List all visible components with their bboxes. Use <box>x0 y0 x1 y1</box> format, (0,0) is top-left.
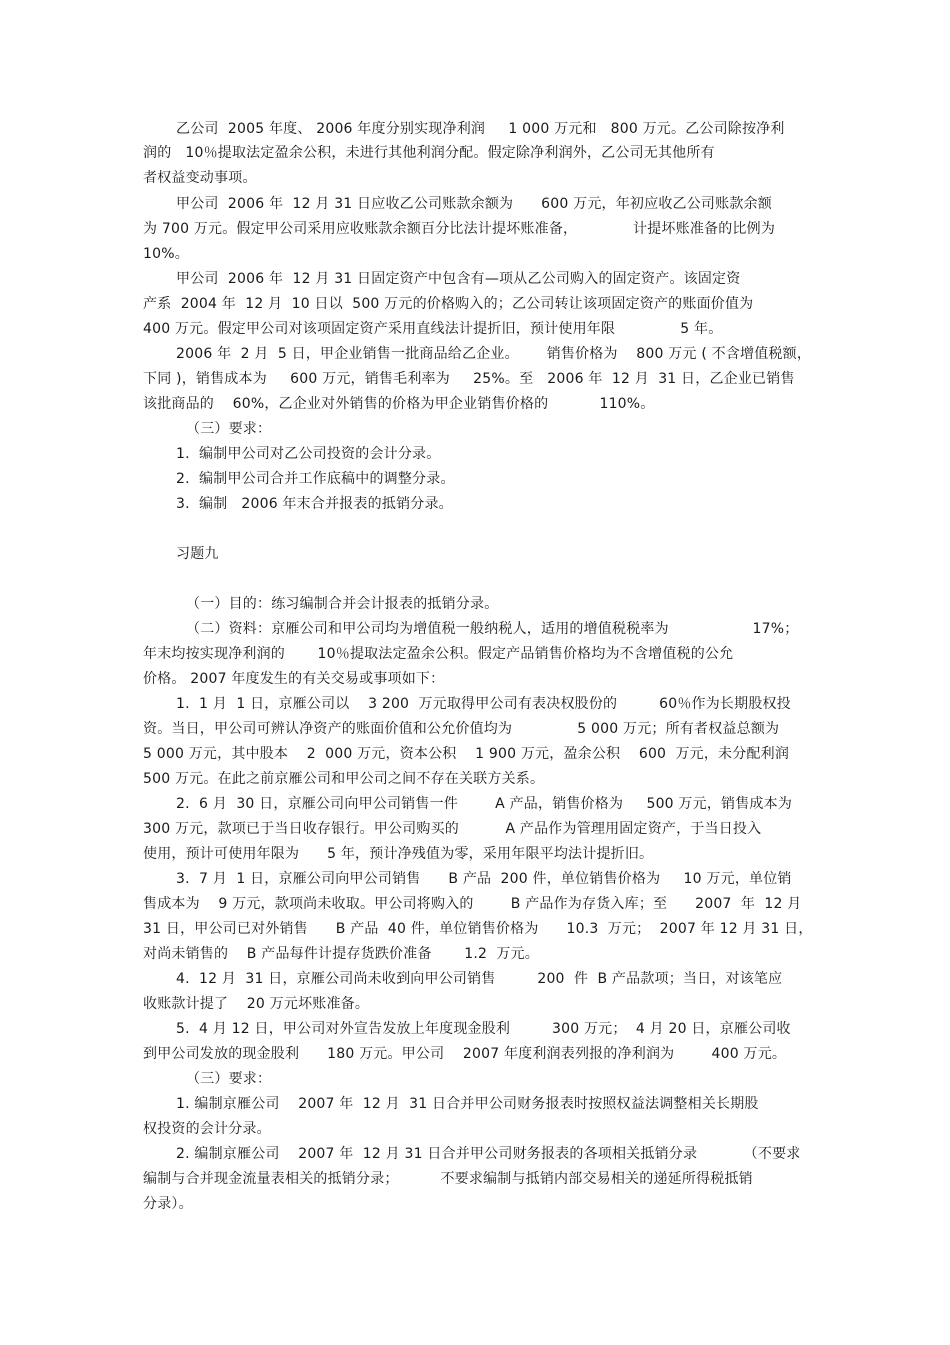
text-line: 乙公司 2005 年度、 2006 年度分别实现净利润 1 000 万元和 800 万元。乙公司除按净利 <box>176 121 785 137</box>
text-line: 编制与合并现金流量表相关的抵销分录； 不要求编制与抵销内部交易相关的递延所得税抵销 <box>143 1171 753 1187</box>
list-item: 2. 编制甲公司合并工作底稿中的调整分录。 <box>176 471 455 487</box>
text-line: 售成本为 9 万元，款项尚未收取。甲公司将购入的 B 产品作为存货入库；至 2007 年 12 月 <box>143 896 802 912</box>
text-line: 下同 )，销售成本为 600 万元，销售毛利率为 25%。至 2006 年 12 月 31 日，乙企业已销售 <box>143 371 795 387</box>
list-item: 5. 4 月 12 日，甲公司对外宣告发放上年度现金股利 300 万元； 4 月 20 日，京雁公司收 <box>176 1021 791 1037</box>
text-line: 收账款计提了 20 万元坏账准备。 <box>143 996 370 1012</box>
text-line: 产系 2004 年 12 月 10 日以 500 万元的价格购入的；乙公司转让该项固定资产的账面价值为 <box>143 296 754 312</box>
list-item: 1. 编制京雁公司 2007 年 12 月 31 日合并甲公司财务报表时按照权益法调整相关长期股 <box>176 1096 759 1112</box>
list-item: 1. 编制甲公司对乙公司投资的会计分录。 <box>176 446 441 462</box>
section-heading: （三）要求： <box>186 1071 272 1087</box>
section-heading: （二）资料：京雁公司和甲公司均为增值税一般纳税人，适用的增值税税率为 17%； <box>186 621 799 637</box>
text-line: 分录）。 <box>143 1196 193 1212</box>
list-item: 1. 1 月 1 日，京雁公司以 3 200 万元取得甲公司有表决权股份的 60％作为长期股权投 <box>176 696 791 712</box>
text-line: 价格。 2007 年度发生的有关交易或事项如下： <box>143 671 445 687</box>
text-line: 对尚未销售的 B 产品每件计提存货跌价准备 1.2 万元。 <box>143 946 539 962</box>
text-line: 为 700 万元。假定甲公司采用应收账款余额百分比法计提坏账准备， 计提坏账准备的比例为 <box>143 221 776 237</box>
text-line: 该批商品的 60%，乙企业对外销售的价格为甲企业销售价格的 110%。 <box>143 396 655 412</box>
exercise-title: 习题九 <box>176 546 219 562</box>
section-heading: （一）目的：练习编制合并会计报表的抵销分录。 <box>186 596 499 612</box>
text-line: 400 万元。假定甲公司对该项固定资产采用直线法计提折旧，预计使用年限 5 年。 <box>143 321 723 337</box>
text-line: 甲公司 2006 年 12 月 31 日固定资产中包含有—项从乙公司购入的固定资产。该固定资 <box>176 271 741 287</box>
text-line: 300 万元，款项已于当日收存银行。甲公司购买的 A 产品作为管理用固定资产，于当日投入 <box>143 821 762 837</box>
list-item: 3. 编制 2006 年末合并报表的抵销分录。 <box>176 496 453 512</box>
list-item: 2. 6 月 30 日，京雁公司向甲公司销售一件 A 产品，销售价格为 500 万元，销售成本为 <box>176 796 793 812</box>
text-line: 500 万元。在此之前京雁公司和甲公司之间不存在关联方关系。 <box>143 771 545 787</box>
text-line: 31 日，甲公司已对外销售 B 产品 40 件，单位销售价格为 10.3 万元； 2007 年 12 月 31 日， <box>143 921 813 937</box>
text-line: 5 000 万元，其中股本 2 000 万元，资本公积 1 900 万元，盈余公积 600 万元，未分配利润 <box>143 746 790 762</box>
text-line: 2006 年 2 月 5 日，甲企业销售一批商品给乙企业。 销售价格为 800 万元 ( 不含增值税额， <box>176 346 812 362</box>
text-line: 10%。 <box>143 246 189 262</box>
text-line: 使用，预计可使用年限为 5 年，预计净残值为零，采用年限平均法计提折旧。 <box>143 846 654 862</box>
text-line: 润的 10％提取法定盈余公积，未进行其他利润分配。假定除净利润外，乙公司无其他所有 <box>143 145 715 161</box>
text-line: 到甲公司发放的现金股利 180 万元。甲公司 2007 年度利润表列报的净利润为 400 万元。 <box>143 1046 787 1062</box>
list-item: 2. 编制京雁公司 2007 年 12 月 31 日合并甲公司财务报表的各项相关抵销分录 （不要求 <box>176 1146 801 1162</box>
text-line: 权投资的会计分录。 <box>143 1121 271 1137</box>
list-item: 4. 12 月 31 日，京雁公司尚未收到向甲公司销售 200 件 B 产品款项；当日，对该笔应 <box>176 971 783 987</box>
text-line: 资。当日，甲公司可辨认净资产的账面价值和公允价值均为 5 000 万元；所有者权益总额为 <box>143 721 780 737</box>
text-line: 甲公司 2006 年 12 月 31 日应收乙公司账款余额为 600 万元，年初应收乙公司账款余额 <box>176 196 772 212</box>
text-line: 者权益变动事项。 <box>143 170 257 186</box>
list-item: 3. 7 月 1 日，京雁公司向甲公司销售 B 产品 200 件，单位销售价格为 10 万元，单位销 <box>176 871 792 887</box>
section-heading: （三）要求： <box>186 421 272 437</box>
text-line: 年末均按实现净利润的 10％提取法定盈余公积。假定产品销售价格均为不含增值税的公允 <box>143 646 734 662</box>
